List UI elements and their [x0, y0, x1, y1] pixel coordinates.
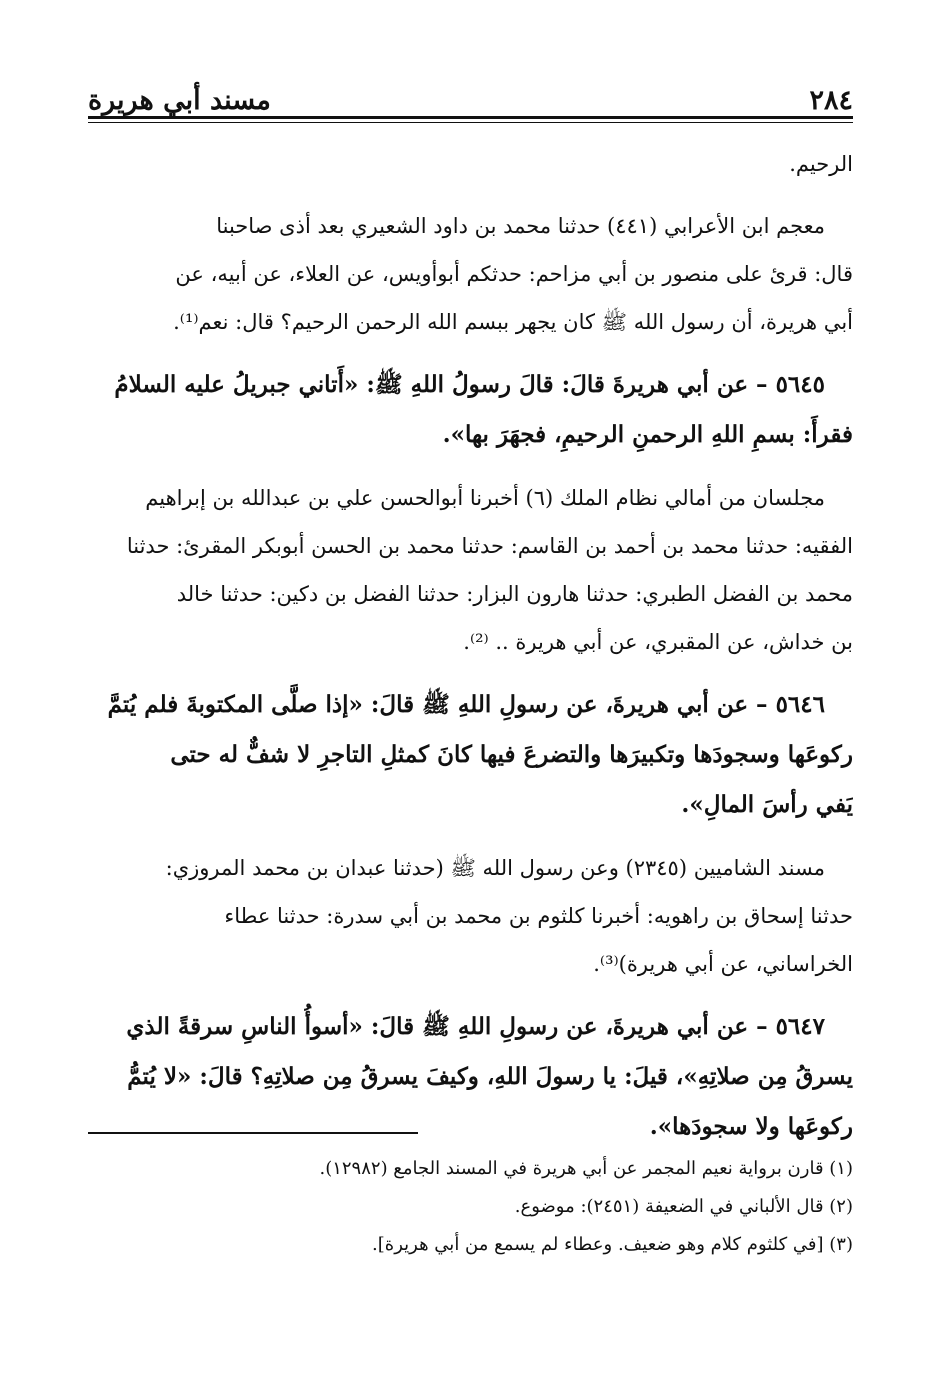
text-line: ركوعَها وسجودَها وتكبيرَها والتضرعَ فيها كانَ كمثلِ التاجرِ لا شفٌّ له حتى: [170, 741, 853, 768]
text-line: الرحيم.: [789, 152, 853, 176]
continuation-paragraph: [88, 140, 853, 188]
header-rule: [88, 116, 853, 123]
source-paragraph: [88, 474, 853, 666]
source-paragraph: [88, 844, 853, 988]
footnote: (٣) [في كلثوم كلام وهو ضعيف. وعطاء لم يسمع من أبي هريرة].: [372, 1234, 853, 1255]
book-title: مسند أبي هريرة: [88, 85, 271, 116]
footnote-separator: [88, 1132, 418, 1134]
text-line: مجلسان من أمالي نظام الملك (٦) أخبرنا أبوالحسن علي بن عبدالله بن إبراهيم: [145, 486, 825, 510]
hadith-paragraph: [88, 1002, 853, 1152]
footnote: (٢) قال الألباني في الضعيفة (٢٤٥١): موضوع.: [514, 1196, 853, 1217]
running-header: [88, 70, 853, 116]
text-line: ٥٦٤٦ – عن أبي هريرةَ، عن رسولِ اللهِ ﷺ قالَ: «إذا صلَّى المكتوبةَ فلم يُتمَّ: [107, 691, 825, 718]
hadith-paragraph: [88, 360, 853, 460]
text-line: قال: قرئ على منصور بن أبي مزاحم: حدثكم أبوأويس، عن العلاء، عن أبيه، عن: [175, 262, 853, 286]
text-line: بن خداش، عن المقبري، عن أبي هريرة .. ⁽²⁾.: [463, 630, 853, 654]
text-line: يسرقُ مِن صلاتِهِ»، قيلَ: يا رسولَ اللهِ، وكيفَ يسرقُ مِن صلاتِهِ؟ قالَ: «لا يُتمُّ: [127, 1063, 853, 1090]
text-line: أبي هريرة، أن رسول الله ﷺ كان يجهر ببسم الله الرحمن الرحيم؟ قال: نعم⁽¹⁾.: [173, 310, 853, 334]
page-number: ٢٨٤: [809, 85, 853, 116]
text-line: معجم ابن الأعرابي (٤٤١) حدثنا محمد بن داود الشعيري بعد أذى صاحبنا: [216, 214, 825, 238]
text-line: يَفي رأسَ المالِ».: [681, 791, 853, 818]
footnotes: [88, 1150, 853, 1264]
text-line: فقرأَ: بسمِ اللهِ الرحمنِ الرحيمِ، فجهَرَ بها».: [442, 421, 853, 448]
text-line: حدثنا إسحاق بن راهويه: أخبرنا كلثوم بن محمد بن أبي سدرة: حدثنا عطاء: [224, 904, 853, 928]
text-line: ٥٦٤٧ – عن أبي هريرةَ، عن رسولِ اللهِ ﷺ قالَ: «أسوأُ الناسِ سرقةً الذي: [126, 1013, 825, 1040]
text-line: ركوعَها ولا سجودَها».: [649, 1113, 853, 1140]
text-line: الخراساني، عن أبي هريرة)⁽³⁾.: [593, 952, 853, 976]
text-line: مسند الشاميين (٢٣٤٥) وعن رسول الله ﷺ (حدثنا عبدان بن محمد المروزي:: [165, 856, 825, 880]
text-line: محمد بن الفضل الطبري: حدثنا هارون البزار: حدثنا الفضل بن دكين: حدثنا خالد: [176, 582, 853, 606]
footnote: (١) قارن برواية نعيم المجمر عن أبي هريرة في المسند الجامع (١٢٩٨٢).: [319, 1158, 853, 1179]
source-paragraph: [88, 202, 853, 346]
hadith-paragraph: [88, 680, 853, 830]
text-line: ٥٦٤٥ – عن أبي هريرةَ قالَ: قالَ رسولُ اللهِ ﷺ: «أَتاني جبريلُ عليه السلامُ: [114, 371, 825, 398]
text-line: الفقيه: حدثنا محمد بن أحمد بن القاسم: حدثنا محمد بن الحسن أبوبكر المقرئ: حدثنا: [126, 534, 853, 558]
main-text: [88, 140, 853, 1166]
